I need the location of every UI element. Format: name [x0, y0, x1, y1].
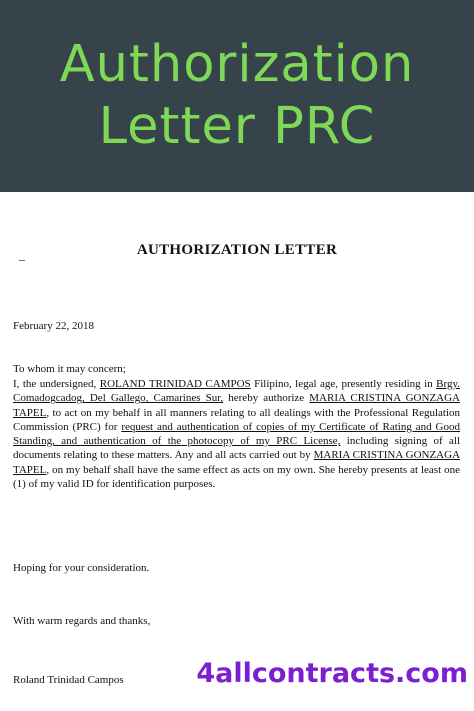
banner-title-line-2: Letter PRC	[98, 97, 376, 156]
signature-name: Roland Trinidad Campos	[13, 674, 124, 686]
body-text-1: I, the undersigned,	[13, 378, 97, 390]
letter-body	[13, 377, 460, 491]
body-text-5: including signing of all documents relating to these matters. Any and all acts carried out by	[13, 435, 460, 462]
body-text-4: , to act on my behalf in all manners relating to all dealings with the Professional Regulation Commission (PRC) for	[13, 406, 460, 433]
title-banner	[0, 0, 474, 192]
agent-name-repeat: MARIA CRISTINA GONZAGA TAPEL	[13, 449, 461, 476]
authorization-purpose: request and authentication of copies of my Certificate of Rating and Good Standing, and authentication of the photocopy of my PRC License,	[13, 420, 460, 448]
banner-title-line-1: Authorization	[59, 35, 415, 94]
principal-name: ROLAND TRINIDAD CAMPOS	[99, 378, 251, 390]
closing-line: Hoping for your consideration.	[13, 562, 150, 574]
agent-name: MARIA CRISTINA GONZAGA TAPEL	[13, 392, 460, 419]
letter-date: February 22, 2018	[13, 320, 94, 332]
regards-line: With warm regards and thanks,	[13, 615, 151, 627]
body-text-3: hereby authorize	[228, 392, 305, 405]
letter-document	[0, 192, 474, 711]
site-watermark: 4allcontracts.com	[196, 658, 468, 689]
body-text-2: Filipino, legal age, presently residing in	[254, 378, 433, 390]
body-text-6: , on my behalf shall have the same effect as acts on my own. She hereby presents at least one (1) of my valid ID for identification purposes.	[13, 463, 460, 491]
salutation: To whom it may concern;	[13, 363, 126, 375]
letter-title: AUTHORIZATION LETTER	[136, 242, 338, 258]
principal-address: Brgy. Comadogcadog, Del Gallego, Camarines Sur,	[13, 378, 460, 405]
stray-dash: –	[19, 252, 25, 266]
